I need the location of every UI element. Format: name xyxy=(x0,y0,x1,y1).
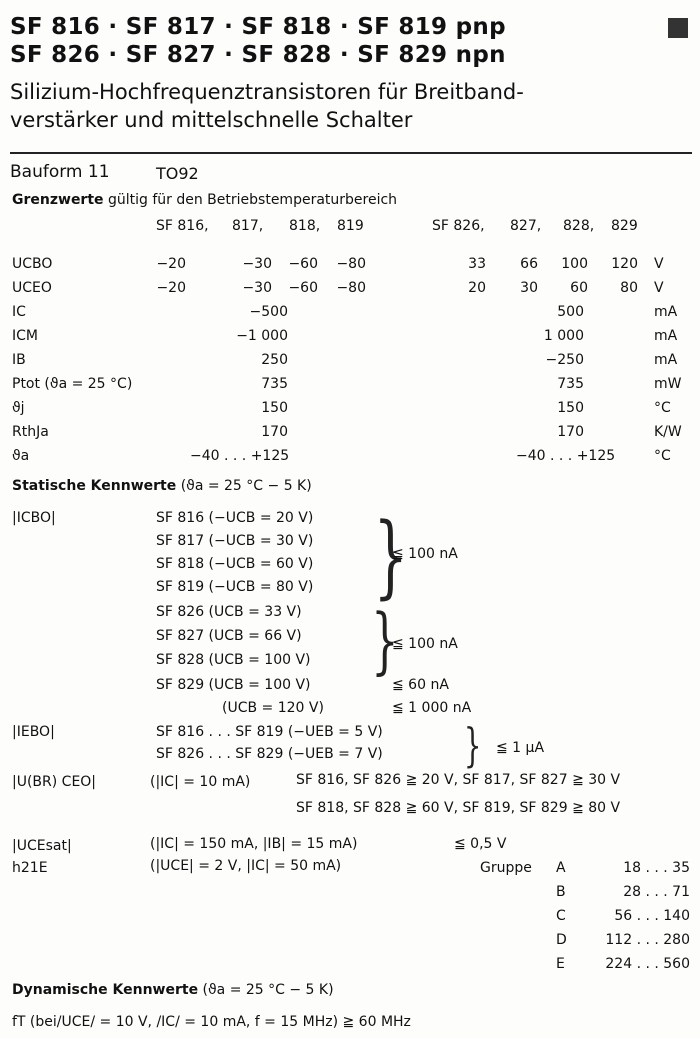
pnp-value: −30 xyxy=(242,280,272,296)
group-range: 112 . . . 280 xyxy=(605,932,690,948)
unit: V xyxy=(654,256,664,272)
brace-icon: } xyxy=(463,718,482,772)
npn-value: 1 000 xyxy=(543,328,584,344)
pnp-value: −20 xyxy=(156,280,186,296)
unit: mA xyxy=(654,352,678,368)
group-range: 28 . . . 71 xyxy=(623,884,690,900)
npn-value: 170 xyxy=(557,424,584,440)
pnp-value: 250 xyxy=(261,352,288,368)
ubr-line-2: SF 818, SF 828 ≧ 60 V, SF 819, SF 829 ≧ 80 V xyxy=(296,800,621,816)
group-letter: C xyxy=(556,908,566,924)
unit: V xyxy=(654,280,664,296)
pnp-value: −60 xyxy=(288,280,318,296)
column-header-npn: 828, xyxy=(563,218,595,234)
iebo-symbol: |IEBO| xyxy=(12,724,55,740)
statisch-heading xyxy=(12,478,312,494)
pnp-value: 735 xyxy=(261,376,288,392)
pnp-value: −20 xyxy=(156,256,186,272)
dynamisch-subtitle: (ϑa = 25 °C − 5 K) xyxy=(202,982,334,998)
h21e-symbol: h21E xyxy=(12,860,48,876)
pnp-value: −30 xyxy=(242,256,272,272)
icbo-npn-row: SF 827 (UCB = 66 V) xyxy=(156,628,302,644)
unit: K/W xyxy=(654,424,682,440)
param-symbol: Ptot (ϑa = 25 °C) xyxy=(12,376,133,392)
icbo-829-a: SF 829 (UCB = 100 V) xyxy=(156,677,311,693)
column-header-pnp: 819 xyxy=(337,218,364,234)
icbo-npn-value: ≦ 100 nA xyxy=(392,636,458,652)
grenzwerte-title: Grenzwerte xyxy=(12,192,104,208)
pnp-value: −500 xyxy=(249,304,288,320)
unit: mW xyxy=(654,376,682,392)
npn-value: 20 xyxy=(468,280,486,296)
ucesat-condition: (|IC| = 150 mA, |IB| = 15 mA) xyxy=(150,836,358,852)
column-header-pnp: 818, xyxy=(289,218,321,234)
pnp-value: −1 000 xyxy=(236,328,288,344)
npn-value: 100 xyxy=(561,256,588,272)
param-symbol: RthJa xyxy=(12,424,49,440)
npn-value: 150 xyxy=(557,400,584,416)
icbo-829-b: (UCB = 120 V) xyxy=(222,700,324,716)
param-symbol: IC xyxy=(12,304,26,320)
h21e-condition: (|UCE| = 2 V, |IC| = 50 mA) xyxy=(150,858,342,874)
ft-line: fT (bei/UCE/ = 10 V, /IC/ = 10 mA, f = 15 MHz) ≧ 60 MHz xyxy=(12,1014,411,1030)
group-letter: D xyxy=(556,932,567,948)
dynamisch-title: Dynamische Kennwerte xyxy=(12,982,199,998)
icbo-npn-row: SF 828 (UCB = 100 V) xyxy=(156,652,311,668)
group-range: 18 . . . 35 xyxy=(623,860,690,876)
pnp-value: 150 xyxy=(261,400,288,416)
group-range: 224 . . . 560 xyxy=(605,956,690,972)
npn-value: 30 xyxy=(520,280,538,296)
icbo-pnp-row: SF 817 (−UCB = 30 V) xyxy=(156,533,314,549)
param-symbol: UCBO xyxy=(12,256,53,272)
npn-value: 735 xyxy=(557,376,584,392)
npn-value: 60 xyxy=(570,280,588,296)
group-range: 56 . . . 140 xyxy=(614,908,690,924)
icbo-npn-row: SF 826 (UCB = 33 V) xyxy=(156,604,302,620)
unit: mA xyxy=(654,304,678,320)
brace-icon: } xyxy=(371,598,399,682)
pnp-value: 170 xyxy=(261,424,288,440)
statisch-title: Statische Kennwerte xyxy=(12,478,177,494)
icbo-829-a-value: ≦ 60 nA xyxy=(392,677,449,693)
icbo-pnp-row: SF 819 (−UCB = 80 V) xyxy=(156,579,314,595)
ucesat-symbol: |UCEsat| xyxy=(12,838,72,854)
iebo-value: ≦ 1 μA xyxy=(496,740,545,756)
column-header-pnp: SF 816, xyxy=(156,218,209,234)
npn-value: 33 xyxy=(468,256,486,272)
brace-icon: } xyxy=(373,504,408,609)
column-header-npn: SF 826, xyxy=(432,218,485,234)
statisch-subtitle: (ϑa = 25 °C − 5 K) xyxy=(180,478,312,494)
icbo-pnp-value: ≦ 100 nA xyxy=(392,546,458,562)
unit: mA xyxy=(654,328,678,344)
npn-value: 120 xyxy=(611,256,638,272)
bauform-label: Bauform 11 xyxy=(10,162,110,182)
title-line-1: SF 816 · SF 817 · SF 818 · SF 819 pnp xyxy=(10,14,506,40)
group-letter: E xyxy=(556,956,565,972)
gruppe-label: Gruppe xyxy=(480,860,532,876)
icbo-pnp-row: SF 818 (−UCB = 60 V) xyxy=(156,556,314,572)
group-letter: A xyxy=(556,860,566,876)
ubr-line-1: SF 816, SF 826 ≧ 20 V, SF 817, SF 827 ≧ 30 V xyxy=(296,772,621,788)
pnp-value: −60 xyxy=(288,256,318,272)
pnp-value: −80 xyxy=(336,280,366,296)
icbo-pnp-row: SF 816 (−UCB = 20 V) xyxy=(156,510,314,526)
npn-value: 80 xyxy=(620,280,638,296)
icbo-829-b-value: ≦ 1 000 nA xyxy=(392,700,472,716)
title-line-2: SF 826 · SF 827 · SF 828 · SF 829 npn xyxy=(10,42,506,68)
dynamisch-heading xyxy=(12,982,334,998)
param-symbol: ϑa xyxy=(12,448,30,464)
npn-value: 66 xyxy=(520,256,538,272)
param-symbol: ICM xyxy=(12,328,38,344)
corner-marker-icon xyxy=(668,18,688,38)
pnp-value: −80 xyxy=(336,256,366,272)
unit: °C xyxy=(654,400,671,416)
divider xyxy=(10,152,692,154)
icbo-symbol: |ICBO| xyxy=(12,510,56,526)
group-letter: B xyxy=(556,884,566,900)
ucesat-value: ≦ 0,5 V xyxy=(454,836,507,852)
iebo-row: SF 816 . . . SF 819 (−UEB = 5 V) xyxy=(156,724,383,740)
grenzwerte-subtitle: gültig für den Betriebstemperaturbereich xyxy=(107,192,398,208)
column-header-npn: 827, xyxy=(510,218,542,234)
column-header-npn: 829 xyxy=(611,218,638,234)
param-symbol: ϑj xyxy=(12,400,25,416)
npn-value: −250 xyxy=(545,352,584,368)
package-type: TO92 xyxy=(156,164,199,183)
subtitle-line-2: verstärker und mittelschnelle Schalter xyxy=(10,108,413,132)
npn-value: −40 . . . +125 xyxy=(516,448,616,464)
param-symbol: UCEO xyxy=(12,280,52,296)
column-header-pnp: 817, xyxy=(232,218,264,234)
iebo-row: SF 826 . . . SF 829 (−UEB = 7 V) xyxy=(156,746,383,762)
ubr-symbol: |U(BR) CEO| xyxy=(12,774,97,790)
param-symbol: IB xyxy=(12,352,26,368)
pnp-value: −40 . . . +125 xyxy=(190,448,290,464)
subtitle-line-1: Silizium-Hochfrequenztransistoren für Breitband- xyxy=(10,80,524,104)
unit: °C xyxy=(654,448,671,464)
ubr-condition: (|IC| = 10 mA) xyxy=(150,774,251,790)
npn-value: 500 xyxy=(557,304,584,320)
grenzwerte-heading xyxy=(12,192,397,208)
